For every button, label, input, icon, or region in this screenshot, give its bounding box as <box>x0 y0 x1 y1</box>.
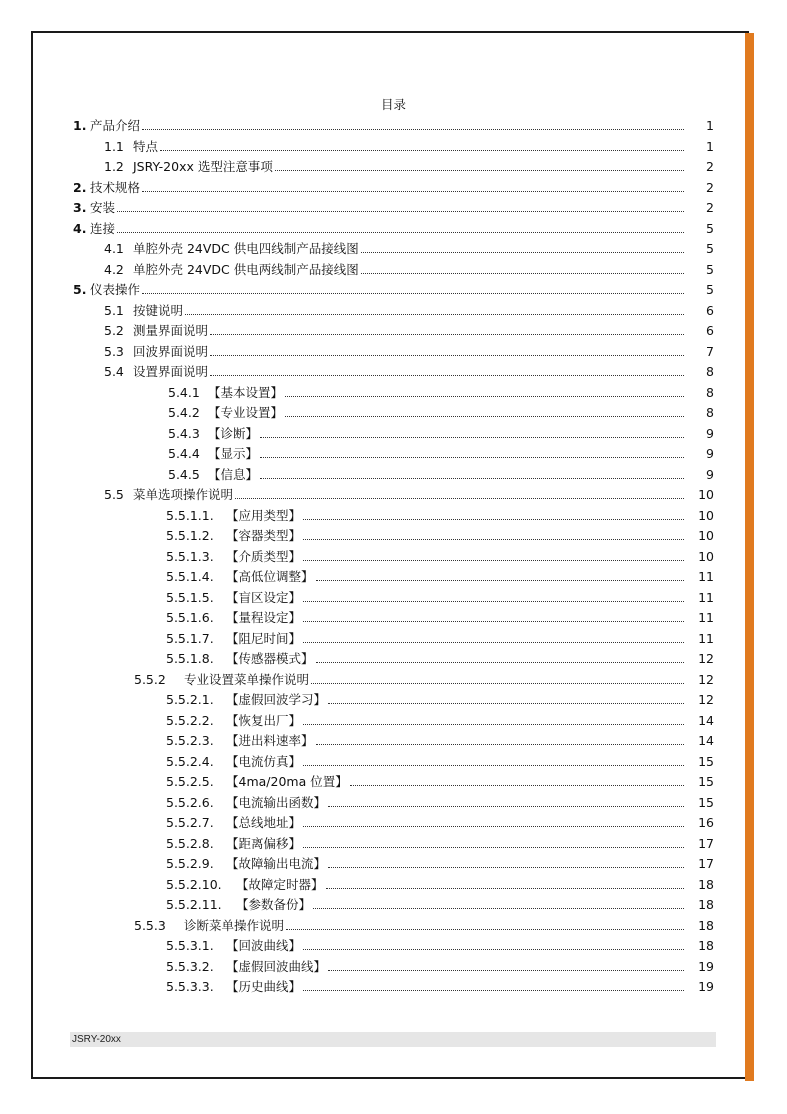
toc-entry[interactable] <box>0 239 787 259</box>
toc-entry-number: 1. <box>73 116 86 136</box>
toc-entry-number: 5.5.2.1. <box>166 690 214 710</box>
toc-entry[interactable] <box>0 362 787 382</box>
toc-entry-title: 【介质类型】 <box>226 547 301 567</box>
toc-dot-leader <box>185 314 700 315</box>
toc-dot-leader <box>311 683 700 684</box>
toc-entry-number: 5.4.4 <box>168 444 200 464</box>
toc-dot-leader <box>285 396 700 397</box>
toc-entry-number: 5.2 <box>104 321 124 341</box>
toc-entry[interactable] <box>0 342 787 362</box>
toc-entry[interactable] <box>0 526 787 546</box>
toc-entry-page-number: 17 <box>684 854 714 874</box>
toc-entry-title: 按键说明 <box>133 301 183 321</box>
toc-dot-leader <box>303 560 700 561</box>
toc-entry[interactable] <box>0 731 787 751</box>
toc-entry-page-number: 10 <box>684 526 714 546</box>
toc-entry-number: 5.5.2.2. <box>166 711 214 731</box>
toc-entry[interactable] <box>0 608 787 628</box>
toc-entry[interactable] <box>0 649 787 669</box>
toc-entry-number: 5.1 <box>104 301 124 321</box>
toc-entry-page-number: 12 <box>684 690 714 710</box>
toc-entry-number: 5.5.1.2. <box>166 526 214 546</box>
toc-entry[interactable] <box>0 711 787 731</box>
toc-entry-title: 【回波曲线】 <box>226 936 301 956</box>
toc-dot-leader <box>328 867 700 868</box>
toc-dot-leader <box>303 519 700 520</box>
toc-entry[interactable] <box>0 280 787 300</box>
toc-entry-title: 【显示】 <box>208 444 258 464</box>
toc-dot-leader <box>328 970 700 971</box>
toc-entry-number: 5.5.3.3. <box>166 977 214 997</box>
toc-entry[interactable] <box>0 670 787 690</box>
toc-entry-title: 【阻尼时间】 <box>226 629 301 649</box>
toc-entry[interactable] <box>0 875 787 895</box>
toc-entry-title: 特点 <box>133 137 158 157</box>
toc-entry-number: 5.5.2.3. <box>166 731 214 751</box>
toc-entry-number: 5.4.3 <box>168 424 200 444</box>
toc-entry-page-number: 14 <box>684 711 714 731</box>
toc-dot-leader <box>303 990 700 991</box>
toc-entry-page-number: 15 <box>684 752 714 772</box>
toc-entry-title: 【恢复出厂】 <box>226 711 301 731</box>
toc-entry-title: 回波界面说明 <box>133 342 208 362</box>
toc-entry-title: 【基本设置】 <box>208 383 283 403</box>
toc-title: 目录 <box>380 97 406 112</box>
toc-entry-title: 【容器类型】 <box>226 526 301 546</box>
toc-entry-title: 【虚假回波曲线】 <box>226 957 326 977</box>
toc-dot-leader <box>303 826 700 827</box>
toc-entry-page-number: 17 <box>684 834 714 854</box>
toc-dot-leader <box>303 642 700 643</box>
toc-dot-leader <box>303 724 700 725</box>
toc-dot-leader <box>117 211 700 212</box>
toc-entry-title: 【4ma/20ma 位置】 <box>226 772 348 792</box>
toc-entry-number: 5.5.1.1. <box>166 506 214 526</box>
toc-entry-number: 5.4.5 <box>168 465 200 485</box>
toc-entry-number: 5.3 <box>104 342 124 362</box>
toc-entry-page-number: 18 <box>684 895 714 915</box>
toc-dot-leader <box>303 621 700 622</box>
toc-entry-title: 【进出料速率】 <box>226 731 314 751</box>
toc-dot-leader <box>303 539 700 540</box>
toc-dot-leader <box>210 355 700 356</box>
toc-entry-page-number: 11 <box>684 588 714 608</box>
toc-entry-title: 技术规格 <box>90 178 140 198</box>
toc-entry-page-number: 5 <box>684 239 714 259</box>
toc-entry-number: 5.5.2 <box>134 670 166 690</box>
toc-entry-title: 【高低位调整】 <box>226 567 314 587</box>
toc-entry-number: 5.5.1.6. <box>166 608 214 628</box>
toc-dot-leader <box>142 293 700 294</box>
toc-entry-number: 5.5.1.4. <box>166 567 214 587</box>
toc-entry-title: 仪表操作 <box>90 280 140 300</box>
toc-entry-page-number: 2 <box>684 157 714 177</box>
toc-entry-number: 5.5.3.2. <box>166 957 214 977</box>
toc-dot-leader <box>303 949 700 950</box>
toc-entry-page-number: 7 <box>684 342 714 362</box>
toc-entry-title: 连接 <box>90 219 115 239</box>
toc-dot-leader <box>326 888 700 889</box>
toc-entry-number: 5.5 <box>104 485 124 505</box>
toc-entry[interactable] <box>0 977 787 997</box>
toc-entry-number: 5.5.2.4. <box>166 752 214 772</box>
toc-entry-number: 5.5.2.8. <box>166 834 214 854</box>
toc-entry-title: 【参数备份】 <box>236 895 311 915</box>
toc-entry-page-number: 2 <box>684 178 714 198</box>
toc-entry-number: 5.5.1.5. <box>166 588 214 608</box>
toc-dot-leader <box>328 703 700 704</box>
toc-entry-title: 【盲区设定】 <box>226 588 301 608</box>
toc-entry-title: 【虚假回波学习】 <box>226 690 326 710</box>
toc-entry-number: 5.5.1.7. <box>166 629 214 649</box>
toc-dot-leader <box>286 929 700 930</box>
toc-entry-title: 【电流仿真】 <box>226 752 301 772</box>
toc-entry-number: 5.5.2.5. <box>166 772 214 792</box>
toc-entry[interactable] <box>0 752 787 772</box>
toc-entry-page-number: 12 <box>684 649 714 669</box>
toc-entry-title: 【电流输出函数】 <box>226 793 326 813</box>
toc-entry[interactable] <box>0 834 787 854</box>
toc-dot-leader <box>210 334 700 335</box>
toc-entry[interactable] <box>0 157 787 177</box>
toc-entry-page-number: 18 <box>684 936 714 956</box>
toc-entry-title: 诊断菜单操作说明 <box>184 916 284 936</box>
toc-entry[interactable] <box>0 957 787 977</box>
toc-entry[interactable] <box>0 260 787 280</box>
toc-entry-title: 【信息】 <box>208 465 258 485</box>
toc-entry-title: 产品介绍 <box>90 116 140 136</box>
toc-entry-number: 5.5.3 <box>134 916 166 936</box>
toc-entry-number: 2. <box>73 178 86 198</box>
toc-dot-leader <box>303 765 700 766</box>
toc-entry[interactable] <box>0 116 787 136</box>
toc-entry-page-number: 18 <box>684 875 714 895</box>
toc-entry-title: JSRY-20xx 选型注意事项 <box>133 157 273 177</box>
toc-entry-page-number: 9 <box>684 424 714 444</box>
toc-entry[interactable] <box>0 793 787 813</box>
toc-dot-leader <box>350 785 700 786</box>
footer-label: JSRY-20xx <box>72 1034 121 1045</box>
toc-entry[interactable] <box>0 506 787 526</box>
toc-entry[interactable] <box>0 321 787 341</box>
toc-entry-page-number: 10 <box>684 485 714 505</box>
toc-entry-title: 单腔外壳 24VDC 供电四线制产品接线图 <box>133 239 359 259</box>
toc-dot-leader <box>361 252 700 253</box>
toc-entry-title: 【故障定时器】 <box>236 875 324 895</box>
toc-entry-title: 【故障输出电流】 <box>226 854 326 874</box>
toc-entry[interactable] <box>0 854 787 874</box>
toc-dot-leader <box>142 129 700 130</box>
toc-entry[interactable] <box>0 813 787 833</box>
toc-entry-number: 4. <box>73 219 86 239</box>
toc-entry-page-number: 8 <box>684 383 714 403</box>
toc-dot-leader <box>313 908 700 909</box>
toc-dot-leader <box>260 457 700 458</box>
toc-entry-number: 4.2 <box>104 260 124 280</box>
toc-dot-leader <box>142 191 700 192</box>
toc-entry-title: 【量程设定】 <box>226 608 301 628</box>
toc-entry[interactable] <box>0 772 787 792</box>
toc-entry-title: 设置界面说明 <box>133 362 208 382</box>
toc-entry[interactable] <box>0 485 787 505</box>
toc-entry-page-number: 8 <box>684 362 714 382</box>
toc-dot-leader <box>316 744 700 745</box>
toc-entry-page-number: 14 <box>684 731 714 751</box>
toc-entry[interactable] <box>0 547 787 567</box>
toc-entry-page-number: 6 <box>684 301 714 321</box>
toc-entry-title: 单腔外壳 24VDC 供电两线制产品接线图 <box>133 260 359 280</box>
toc-dot-leader <box>328 806 700 807</box>
toc-dot-leader <box>210 375 700 376</box>
toc-entry-number: 5.5.2.6. <box>166 793 214 813</box>
toc-entry[interactable] <box>0 137 787 157</box>
toc-dot-leader <box>303 847 700 848</box>
toc-entry-page-number: 9 <box>684 465 714 485</box>
toc-entry-number: 3. <box>73 198 86 218</box>
toc-entry-number: 5.5.2.10. <box>166 875 222 895</box>
toc-dot-leader <box>285 416 700 417</box>
toc-entry-number: 5.4.2 <box>168 403 200 423</box>
toc-entry-number: 5.5.1.3. <box>166 547 214 567</box>
toc-entry-page-number: 5 <box>684 280 714 300</box>
toc-entry-title: 【距离偏移】 <box>226 834 301 854</box>
toc-entry-number: 4.1 <box>104 239 124 259</box>
toc-entry-page-number: 8 <box>684 403 714 423</box>
toc-entry-title: 专业设置菜单操作说明 <box>184 670 309 690</box>
toc-entry-page-number: 10 <box>684 506 714 526</box>
toc-entry-title: 【应用类型】 <box>226 506 301 526</box>
toc-entry-page-number: 15 <box>684 772 714 792</box>
toc-entry-title: 【诊断】 <box>208 424 258 444</box>
toc-entry-number: 1.2 <box>104 157 124 177</box>
toc-entry-title: 菜单选项操作说明 <box>133 485 233 505</box>
toc-entry[interactable] <box>0 178 787 198</box>
footer-bar <box>70 1032 716 1047</box>
toc-entry[interactable] <box>0 301 787 321</box>
toc-entry[interactable] <box>0 936 787 956</box>
toc-entry-page-number: 18 <box>684 916 714 936</box>
toc-dot-leader <box>260 478 700 479</box>
toc-entry-page-number: 15 <box>684 793 714 813</box>
toc-entry[interactable] <box>0 465 787 485</box>
toc-entry[interactable] <box>0 219 787 239</box>
toc-dot-leader <box>361 273 700 274</box>
toc-entry-title: 【总线地址】 <box>226 813 301 833</box>
toc-entry-page-number: 5 <box>684 219 714 239</box>
toc-entry[interactable] <box>0 424 787 444</box>
toc-entry[interactable] <box>0 198 787 218</box>
toc-entry[interactable] <box>0 690 787 710</box>
toc-entry[interactable] <box>0 629 787 649</box>
toc-entry[interactable] <box>0 383 787 403</box>
toc-entry-number: 5.5.1.8. <box>166 649 214 669</box>
toc-dot-leader <box>260 437 700 438</box>
toc-entry[interactable] <box>0 403 787 423</box>
toc-entry-title: 安装 <box>90 198 115 218</box>
toc-entry-number: 1.1 <box>104 137 124 157</box>
toc-entry-number: 5. <box>73 280 86 300</box>
toc-entry[interactable] <box>0 916 787 936</box>
toc-entry-page-number: 2 <box>684 198 714 218</box>
toc-dot-leader <box>275 170 700 171</box>
toc-entry-page-number: 19 <box>684 957 714 977</box>
toc-dot-leader <box>316 580 700 581</box>
toc-entry-number: 5.4 <box>104 362 124 382</box>
toc-entry[interactable] <box>0 895 787 915</box>
toc-entry-page-number: 1 <box>684 116 714 136</box>
toc-entry-number: 5.4.1 <box>168 383 200 403</box>
toc-entry-number: 5.5.3.1. <box>166 936 214 956</box>
toc-entry-page-number: 6 <box>684 321 714 341</box>
toc-dot-leader <box>160 150 700 151</box>
toc-dot-leader <box>303 601 700 602</box>
toc-dot-leader <box>235 498 700 499</box>
toc-entry-title: 【传感器模式】 <box>226 649 314 669</box>
toc-entry-title: 【历史曲线】 <box>226 977 301 997</box>
toc-entry-page-number: 11 <box>684 567 714 587</box>
toc-dot-leader <box>316 662 700 663</box>
toc-entry-page-number: 19 <box>684 977 714 997</box>
toc-entry-page-number: 16 <box>684 813 714 833</box>
toc-entry-number: 5.5.2.7. <box>166 813 214 833</box>
toc-entry-page-number: 1 <box>684 137 714 157</box>
toc-entry[interactable] <box>0 444 787 464</box>
toc-entry-page-number: 11 <box>684 608 714 628</box>
toc-entry[interactable] <box>0 567 787 587</box>
toc-entry-page-number: 11 <box>684 629 714 649</box>
toc-entry-page-number: 9 <box>684 444 714 464</box>
toc-entry-number: 5.5.2.9. <box>166 854 214 874</box>
toc-entry-page-number: 10 <box>684 547 714 567</box>
toc-entry-page-number: 5 <box>684 260 714 280</box>
toc-entry-title: 【专业设置】 <box>208 403 283 423</box>
toc-entry-page-number: 12 <box>684 670 714 690</box>
toc-entry[interactable] <box>0 588 787 608</box>
toc-entry-title: 测量界面说明 <box>133 321 208 341</box>
toc-entry-number: 5.5.2.11. <box>166 895 222 915</box>
toc-dot-leader <box>117 232 700 233</box>
